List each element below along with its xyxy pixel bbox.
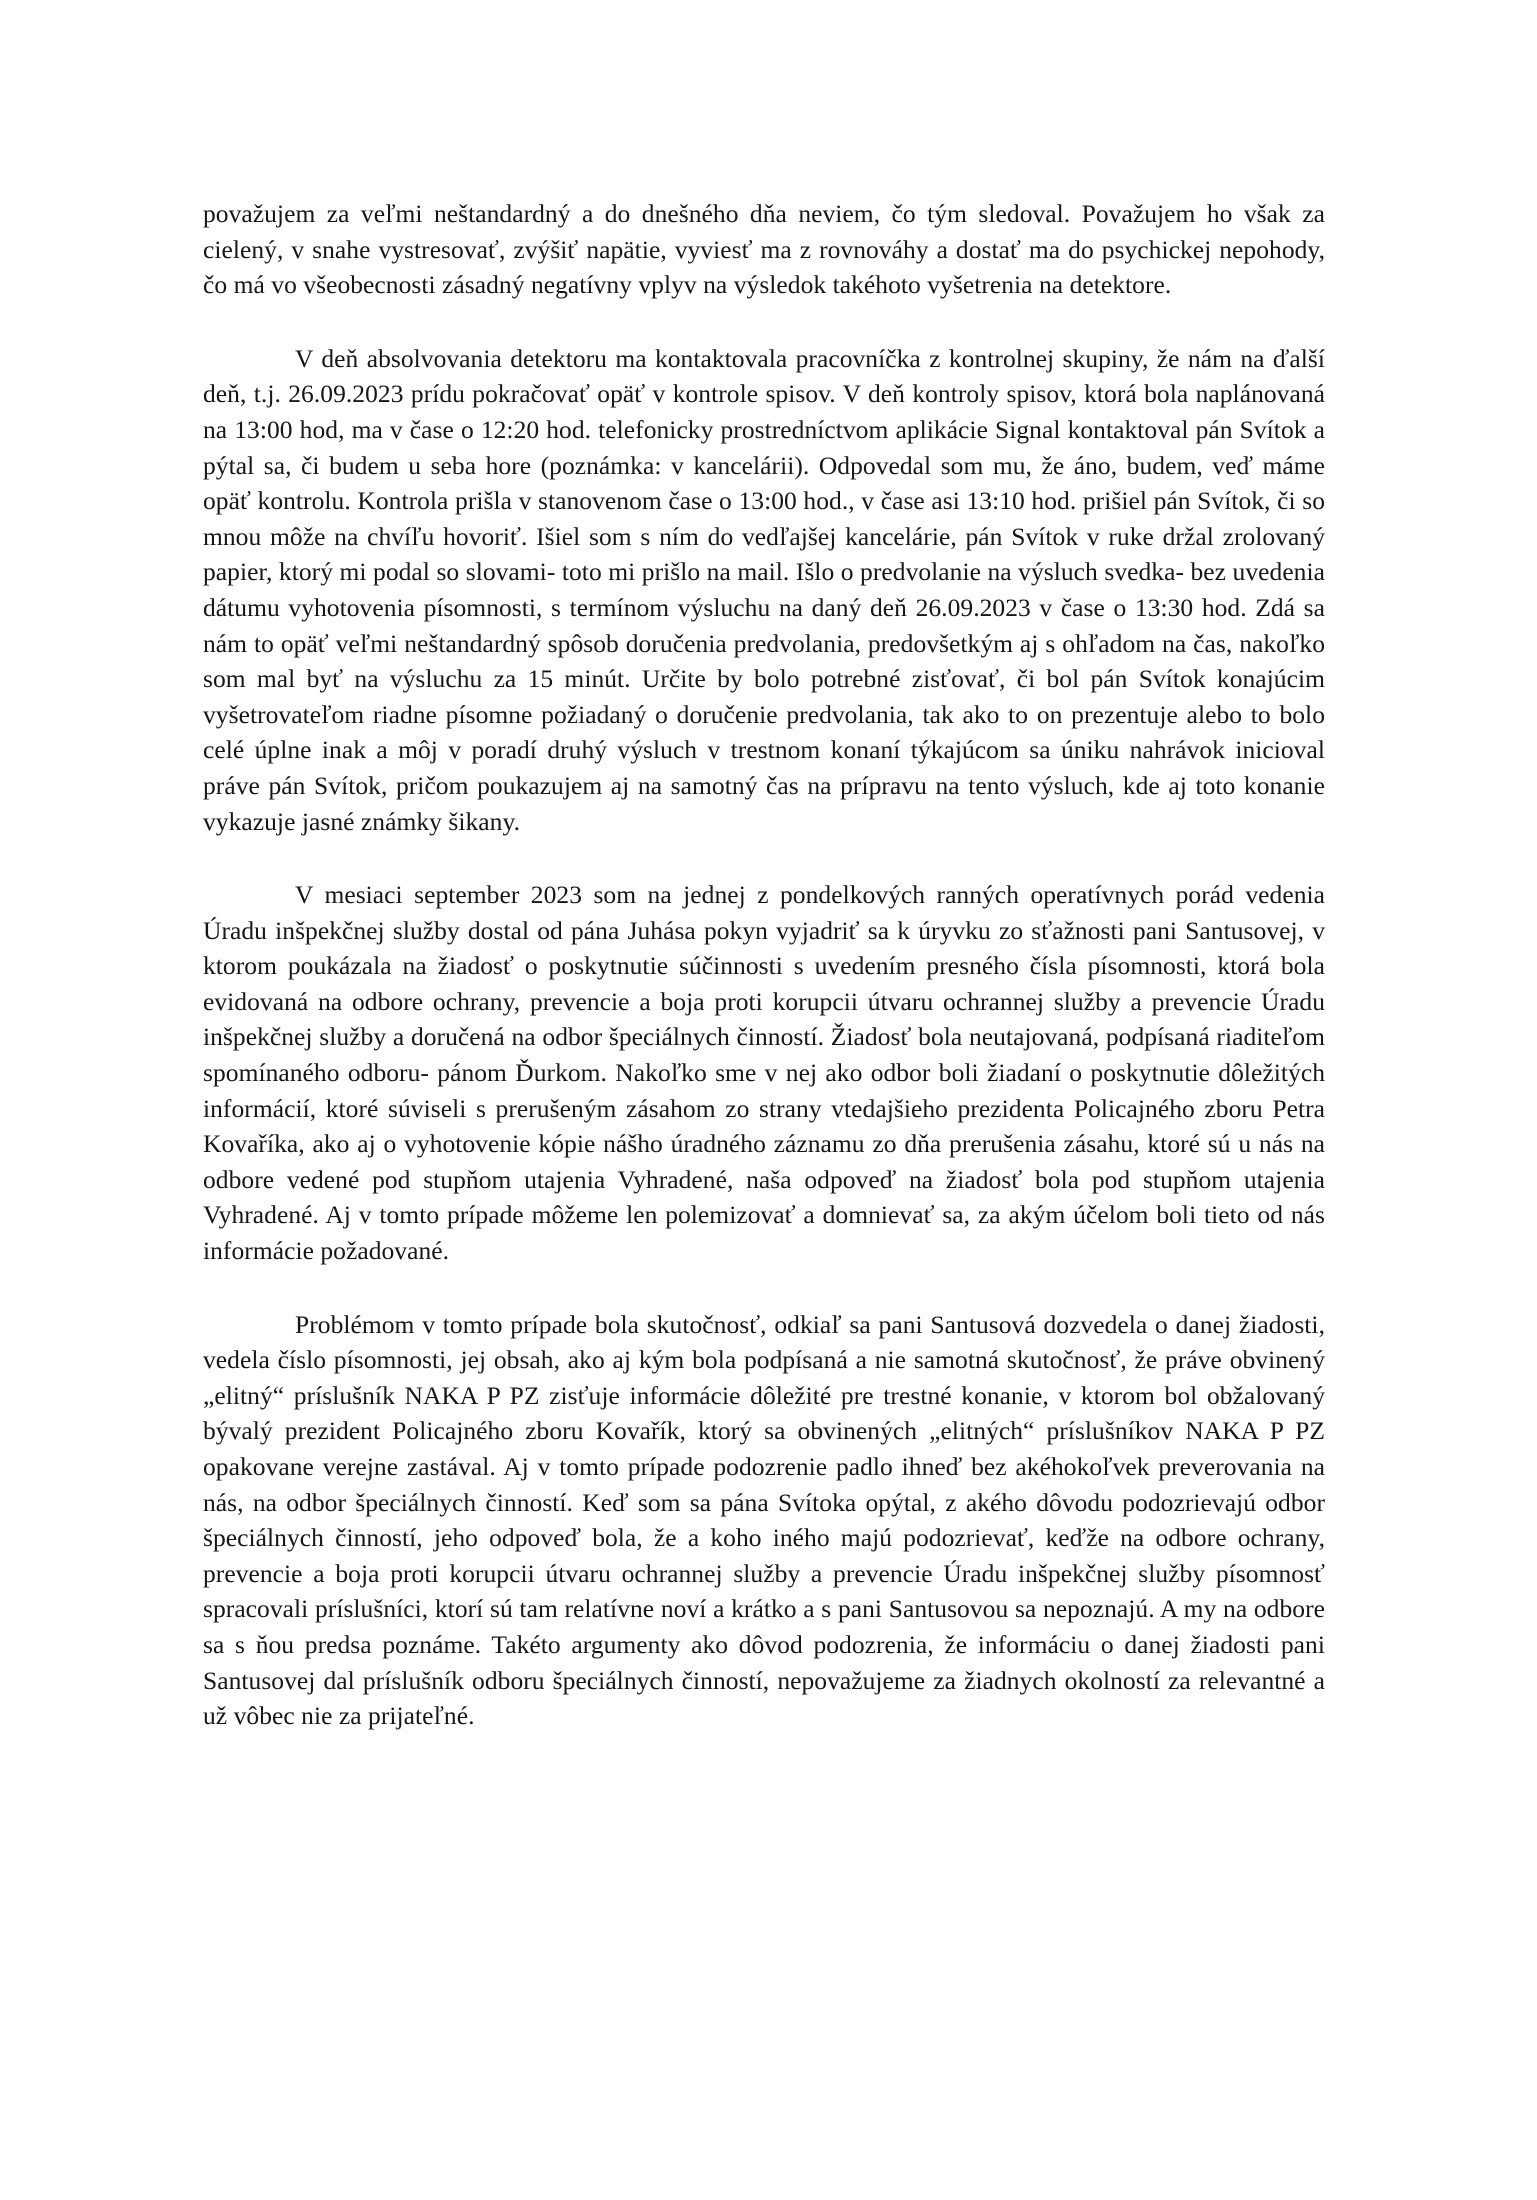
paragraph-detector-and-hearing: V deň absolvovania detektoru ma kontaktovala pracovníčka z kontrolnej skupiny, že nám na ďalší deň, t.j. 26.09.2023 prídu pokračovať opäť v kontrole spisov. V deň kontroly spisov, ktorá bola naplánovaná na 13:00 hod, ma v čase o 12:20 hod. telefonicky prostredníctvom aplikácie Signal kontaktoval pán Svítok a pýtal sa, či budem u seba hore (poznámka: v kancelárii). Odpovedal som mu, že áno, budem, veď máme opäť kontrolu. Kontrola prišla v stanovenom čase o 13:00 hod., v čase asi 13:10 hod. prišiel pán Svítok, či so mnou môže na chvíľu hovoriť. Išiel som s ním do vedľajšej kancelárie, pán Svítok v ruke držal zrolovaný papier, ktorý mi podal so slovami- toto mi prišlo na mail. Išlo o predvolanie na výsluch svedka- bez uvedenia dátumu vyhotovenia písomnosti, s termínom výsluchu na daný deň 26.09.2023 v čase o 13:30 hod. Zdá sa nám to opäť veľmi neštandardný spôsob doručenia predvolania, predovšetkým aj s ohľadom na čas, nakoľko som mal byť na výsluchu za 15 minút. Určite by bolo potrebné zisťovať, či bol pán Svítok konajúcim vyšetrovateľom riadne písomne požiadaný o doručenie predvolania, tak ako to on prezentuje alebo to bolo celé úplne inak a môj v poradí druhý výsluch v trestnom konaní týkajúcom sa úniku nahrávok inicioval práve pán Svítok, pričom poukazujem aj na samotný čas na prípravu na tento výsluch, kde aj toto konanie vykazuje jasné známky šikany. (203, 343, 1325, 836)
paragraph-september-meeting: V mesiaci september 2023 som na jednej z pondelkových ranných operatívnych porád vedenia Úradu inšpekčnej služby dostal od pána Juhása pokyn vyjadriť sa k úryvku zo sťažnosti pani Santusovej, v ktorom poukázala na žiadosť o poskytnutie súčinnosti s uvedením presného čísla písomnosti, ktorá bola evidovaná na odbore ochrany, prevencie a boja proti korupcii útvaru ochrannej služby a prevencie Úradu inšpekčnej služby a doručená na odbor špeciálnych činností. Žiadosť bola neutajovaná, podpísaná riaditeľom spomínaného odboru- pánom Ďurkom. Nakoľko sme v nej ako odbor boli žiadaní o poskytnutie dôležitých informácií, ktoré súviseli s prerušeným zásahom zo strany vtedajšieho prezidenta Policajného zboru Petra Kovaříka, ako aj o vyhotovenie kópie nášho úradného záznamu zo dňa prerušenia zásahu, ktoré sú u nás na odbore vedené pod stupňom utajenia Vyhradené, naša odpoveď na žiadosť bola pod stupňom utajenia Vyhradené. Aj v tomto prípade môžeme len polemizovať a domnievať sa, za akým účelom boli tieto od nás informácie požadované. (203, 880, 1325, 1266)
paragraph-suspicion-problem: Problémom v tomto prípade bola skutočnosť, odkiaľ sa pani Santusová dozvedela o danej žiadosti, vedela číslo písomnosti, jej obsah, ako aj kým bola podpísaná a nie samotná skutočnosť, že práve obvinený „elitný“ príslušník NAKA P PZ zisťuje informácie dôležité pre trestné konanie, v ktorom bol obžalovaný bývalý prezident Policajného zboru Kovařík, ktorý sa obvinených „elitných“ príslušníkov NAKA P PZ opakovane verejne zastával. Aj v tomto prípade podozrenie padlo ihneď bez akéhokoľvek preverovania na nás, na odbor špeciálnych činností. Keď som sa pána Svítoka opýtal, z akého dôvodu podozrievajú odbor špeciálnych činností, jeho odpoveď bola, že a koho iného majú podozrievať, keďže na odbore ochrany, prevencie a boja proti korupcii útvaru ochrannej služby a prevencie Úradu inšpekčnej služby písomnosť spracovali príslušníci, ktorí sú tam relatívne noví a krátko a s pani Santusovou sa nepoznajú. A my na odbore sa s ňou predsa poznáme. Takéto argumenty ako dôvod podozrenia, že informáciu o danej žiadosti pani Santusovej dal príslušník odboru špeciálnych činností, nepovažujeme za žiadnych okolností za relevantné a už vôbec nie za prijateľné. (203, 1309, 1325, 1731)
document-body (203, 196, 1325, 1734)
paragraph-continuation: považujem za veľmi neštandardný a do dnešného dňa neviem, čo tým sledoval. Považujem ho však za cielený, v snahe vystresovať, zvýšiť napätie, vyviesť ma z rovnováhy a dostať ma do psychickej nepohody, čo má vo všeobecnosti zásadný negatívny vplyv na výsledok takéhoto vyšetrenia na detektore. (203, 199, 1325, 300)
